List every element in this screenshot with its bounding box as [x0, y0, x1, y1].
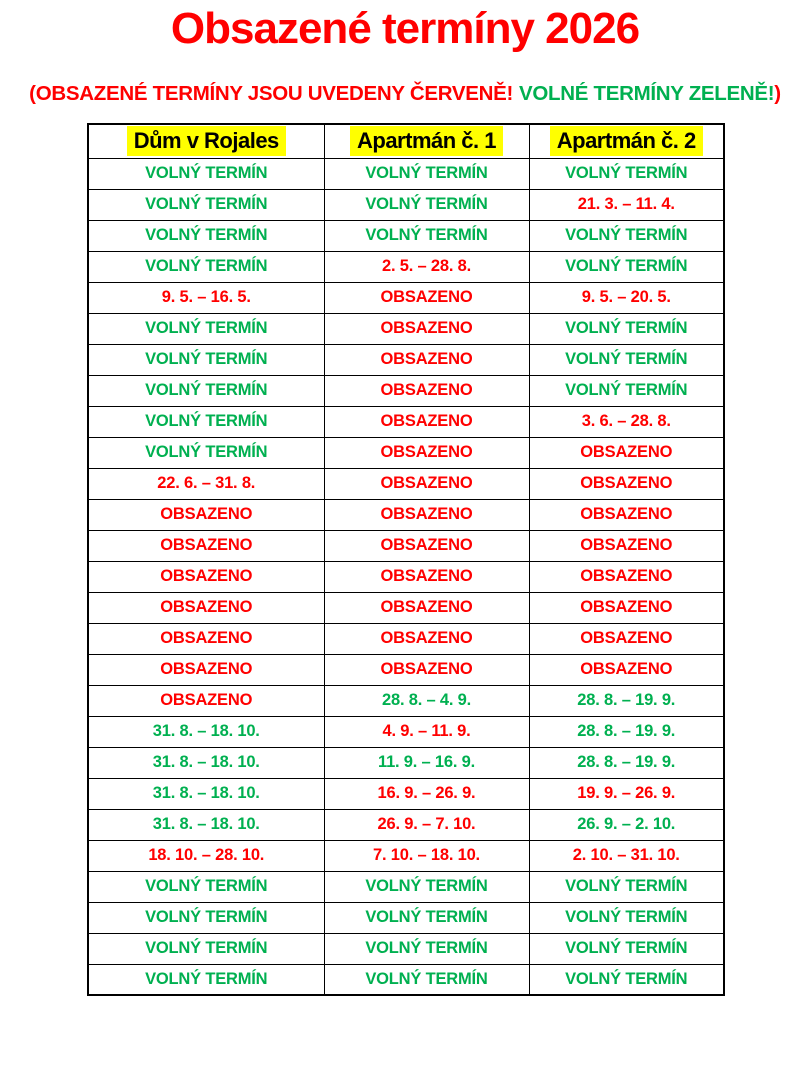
availability-cell: VOLNÝ TERMÍN [88, 871, 324, 902]
availability-cell: 11. 9. – 16. 9. [324, 747, 529, 778]
table-row [88, 561, 724, 592]
availability-cell: OBSAZENO [88, 623, 324, 654]
subtitle-occupied-note: (OBSAZENÉ TERMÍNY JSOU UVEDENY ČERVENĚ! [29, 82, 513, 105]
availability-cell: 4. 9. – 11. 9. [324, 716, 529, 747]
availability-cell: OBSAZENO [529, 623, 724, 654]
availability-cell: 28. 8. – 19. 9. [529, 747, 724, 778]
table-row [88, 406, 724, 437]
column-header [529, 124, 724, 158]
column-header [88, 124, 324, 158]
availability-cell: VOLNÝ TERMÍN [529, 158, 724, 189]
availability-cell: OBSAZENO [324, 344, 529, 375]
availability-cell: 7. 10. – 18. 10. [324, 840, 529, 871]
availability-cell: OBSAZENO [324, 623, 529, 654]
availability-cell: VOLNÝ TERMÍN [324, 902, 529, 933]
availability-cell: VOLNÝ TERMÍN [529, 964, 724, 995]
table-row [88, 654, 724, 685]
availability-cell: 28. 8. – 19. 9. [529, 716, 724, 747]
availability-cell: OBSAZENO [529, 592, 724, 623]
subtitle [0, 82, 810, 106]
availability-cell: OBSAZENO [324, 654, 529, 685]
table-row [88, 809, 724, 840]
availability-cell: VOLNÝ TERMÍN [529, 902, 724, 933]
availability-cell: OBSAZENO [324, 375, 529, 406]
table-row [88, 778, 724, 809]
availability-cell: 28. 8. – 4. 9. [324, 685, 529, 716]
availability-cell: OBSAZENO [324, 406, 529, 437]
availability-cell: VOLNÝ TERMÍN [324, 158, 529, 189]
table-row [88, 437, 724, 468]
availability-cell: 28. 8. – 19. 9. [529, 685, 724, 716]
availability-cell: OBSAZENO [88, 561, 324, 592]
table-row [88, 623, 724, 654]
availability-cell: VOLNÝ TERMÍN [529, 933, 724, 964]
availability-cell: 19. 9. – 26. 9. [529, 778, 724, 809]
table-row [88, 499, 724, 530]
availability-cell: VOLNÝ TERMÍN [529, 375, 724, 406]
table-row [88, 902, 724, 933]
availability-cell: VOLNÝ TERMÍN [529, 344, 724, 375]
availability-cell: OBSAZENO [88, 654, 324, 685]
availability-cell: 2. 5. – 28. 8. [324, 251, 529, 282]
table-row [88, 282, 724, 313]
availability-cell: VOLNÝ TERMÍN [88, 964, 324, 995]
availability-cell: OBSAZENO [529, 654, 724, 685]
availability-cell: 26. 9. – 2. 10. [529, 809, 724, 840]
availability-cell: 16. 9. – 26. 9. [324, 778, 529, 809]
availability-cell: 9. 5. – 20. 5. [529, 282, 724, 313]
subtitle-free-note: VOLNÉ TERMÍNY ZELENĚ! [519, 82, 775, 105]
column-header-highlight: Dům v Rojales [127, 126, 286, 156]
table-row [88, 530, 724, 561]
availability-cell: VOLNÝ TERMÍN [88, 406, 324, 437]
availability-cell: VOLNÝ TERMÍN [88, 251, 324, 282]
table-row [88, 375, 724, 406]
availability-cell: OBSAZENO [88, 530, 324, 561]
availability-cell: VOLNÝ TERMÍN [88, 189, 324, 220]
table-row [88, 313, 724, 344]
availability-cell: OBSAZENO [324, 530, 529, 561]
subtitle-closing-paren: ) [774, 82, 781, 105]
availability-cell: VOLNÝ TERMÍN [88, 902, 324, 933]
availability-cell: VOLNÝ TERMÍN [529, 313, 724, 344]
column-header-highlight: Apartmán č. 2 [550, 126, 703, 156]
availability-cell: 31. 8. – 18. 10. [88, 809, 324, 840]
page-title: Obsazené termíny 2026 [170, 4, 640, 53]
availability-cell: 22. 6. – 31. 8. [88, 468, 324, 499]
availability-cell: OBSAZENO [324, 313, 529, 344]
availability-cell: VOLNÝ TERMÍN [324, 871, 529, 902]
availability-cell: OBSAZENO [529, 468, 724, 499]
availability-cell: VOLNÝ TERMÍN [324, 220, 529, 251]
availability-cell: VOLNÝ TERMÍN [529, 251, 724, 282]
availability-cell: VOLNÝ TERMÍN [529, 871, 724, 902]
availability-cell: OBSAZENO [324, 561, 529, 592]
column-header-highlight: Apartmán č. 1 [350, 126, 503, 156]
availability-cell: 31. 8. – 18. 10. [88, 716, 324, 747]
table-row [88, 468, 724, 499]
availability-cell: OBSAZENO [529, 499, 724, 530]
availability-cell: OBSAZENO [88, 592, 324, 623]
availability-cell: OBSAZENO [324, 437, 529, 468]
table-header-row [88, 124, 724, 158]
availability-cell: OBSAZENO [324, 468, 529, 499]
availability-cell: 18. 10. – 28. 10. [88, 840, 324, 871]
availability-cell: OBSAZENO [529, 561, 724, 592]
availability-cell: VOLNÝ TERMÍN [529, 220, 724, 251]
table-row [88, 189, 724, 220]
availability-cell: VOLNÝ TERMÍN [88, 375, 324, 406]
availability-cell: VOLNÝ TERMÍN [88, 220, 324, 251]
availability-cell: VOLNÝ TERMÍN [324, 964, 529, 995]
availability-cell: 3. 6. – 28. 8. [529, 406, 724, 437]
availability-cell: 2. 10. – 31. 10. [529, 840, 724, 871]
column-header [324, 124, 529, 158]
availability-cell: 31. 8. – 18. 10. [88, 747, 324, 778]
table-row [88, 220, 724, 251]
table-row [88, 747, 724, 778]
availability-cell: 9. 5. – 16. 5. [88, 282, 324, 313]
table-row [88, 964, 724, 995]
availability-cell: 31. 8. – 18. 10. [88, 778, 324, 809]
availability-cell: VOLNÝ TERMÍN [88, 437, 324, 468]
availability-cell: VOLNÝ TERMÍN [88, 933, 324, 964]
availability-cell: 26. 9. – 7. 10. [324, 809, 529, 840]
availability-cell: VOLNÝ TERMÍN [324, 933, 529, 964]
availability-cell: OBSAZENO [324, 282, 529, 313]
availability-cell: 21. 3. – 11. 4. [529, 189, 724, 220]
table-row [88, 158, 724, 189]
table-row [88, 344, 724, 375]
availability-cell: OBSAZENO [529, 437, 724, 468]
availability-cell: VOLNÝ TERMÍN [88, 344, 324, 375]
availability-cell: OBSAZENO [529, 530, 724, 561]
table-row [88, 871, 724, 902]
availability-cell: OBSAZENO [88, 685, 324, 716]
availability-cell: VOLNÝ TERMÍN [88, 158, 324, 189]
availability-cell: VOLNÝ TERMÍN [88, 313, 324, 344]
table-row [88, 716, 724, 747]
table-row [88, 685, 724, 716]
table-row [88, 933, 724, 964]
availability-cell: OBSAZENO [324, 499, 529, 530]
availability-cell: OBSAZENO [324, 592, 529, 623]
table-row [88, 840, 724, 871]
availability-cell: OBSAZENO [88, 499, 324, 530]
availability-table [87, 123, 725, 996]
table-row [88, 592, 724, 623]
table-row [88, 251, 724, 282]
availability-cell: VOLNÝ TERMÍN [324, 189, 529, 220]
